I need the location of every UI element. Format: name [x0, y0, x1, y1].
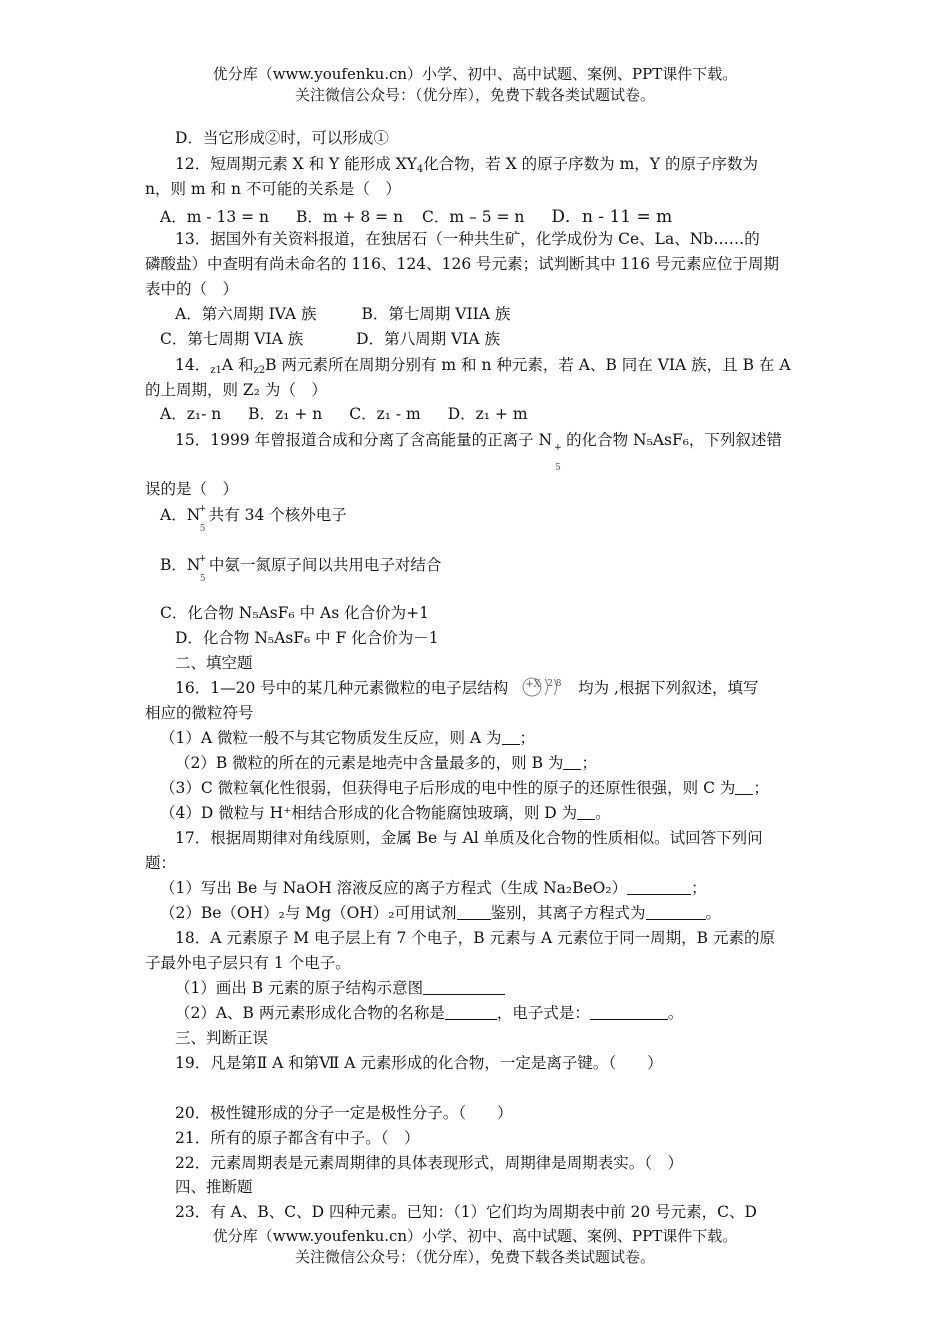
q12-stem-line-2: n，则 m 和 n 不可能的关系是（ ）	[145, 180, 401, 198]
q15-option-a: A．N + 5 共有 34 个核外电子	[160, 504, 347, 534]
q18-part-2: （2）A、B 两元素形成化合物的名称是 ，电子式是： 。	[175, 1004, 684, 1022]
answer-blank[interactable]	[577, 804, 595, 820]
q12-options	[160, 202, 672, 227]
q17-part-1: （1）写出 Be 与 NaOH 溶液反应的离子方程式（生成 Na₂BeO₂） ；	[160, 879, 707, 897]
q15-option-d: D．化合物 N₅AsF₆ 中 F 化合价为－1	[175, 629, 439, 647]
q13-option-c: C．第七周期 VIA 族	[160, 330, 304, 348]
q23: 23．有 A、B、C、D 四种元素。已知：（1）它们均为周期表中前 20 号元素，C、D	[175, 1203, 757, 1221]
header-line-2: 关注微信公众号：（优分库），免费下载各类试题试卷。	[294, 86, 655, 104]
q17-part-2: （2）Be（OH）₂与 Mg（OH）₂可用试剂 鉴别，其离子方程式为 。	[160, 904, 722, 922]
answer-blank[interactable]	[502, 729, 520, 745]
q13-option-b: B．第七周期 VIIA 族	[361, 305, 511, 323]
q22: 22．元素周期表是元素周期律的具体表现形式，周期律是周期表实。（ ）	[175, 1154, 683, 1172]
q13-options-cd	[160, 327, 500, 349]
section-4-heading: 四、推断题	[175, 1178, 253, 1196]
q11-option-d: D．当它形成②时，可以形成①	[175, 129, 389, 147]
q16-stem-line-2: 相应的微粒符号	[145, 704, 254, 722]
q13-stem-line-1: 13．据国外有关资料报道，在独居石（一种共生矿，化学成份为 Ce、La、Nb……的	[175, 230, 760, 248]
q12-option-c: C．m – 5 = n	[422, 208, 525, 226]
q12-option-d: D．n - 11 = m	[551, 207, 673, 227]
q21: 21．所有的原子都含有中子。（ ）	[175, 1129, 420, 1147]
n5-ion: N + 5	[186, 504, 207, 534]
q20: 20．极性键形成的分子一定是极性分子。（ ）	[175, 1104, 513, 1122]
q17-stem-line-1: 17．根据周期律对角线原则，金属 Be 与 Al 单质及化合物的性质相似。试回答下列问	[175, 829, 763, 847]
header-line-1: 优分库（www.youfenku.cn）小学、初中、高中试题、案例、PPT课件下载。	[212, 65, 738, 83]
q13-options-ab	[175, 302, 510, 324]
answer-blank[interactable]	[627, 879, 691, 895]
answer-blank[interactable]	[646, 904, 706, 920]
q13-stem-line-3: 表中的（ ）	[145, 280, 239, 298]
q17-stem-line-2: 题：	[145, 854, 177, 872]
q15-option-b: B．N + 5 中氨一氮原子间以共用电子对结合	[160, 554, 442, 584]
q13-option-d: D．第八周期 VIA 族	[356, 330, 500, 348]
answer-blank[interactable]	[735, 779, 753, 795]
q14-option-b: B．z₁ + n	[248, 405, 323, 423]
q14-option-a: A．z₁- n	[160, 405, 222, 423]
answer-blank[interactable]	[457, 904, 491, 920]
answer-blank[interactable]	[563, 754, 581, 770]
q12-option-b: B．m + 8 = n	[295, 208, 404, 226]
q16-part-2: （2）B 微粒的所在的元素是地壳中含量最多的，则 B 为 ；	[175, 754, 597, 772]
q18-stem-line-1: 18．A 元素原子 M 电子层上有 7 个电子，B 元素与 A 元素位于同一周期，B 元素的原	[175, 929, 775, 947]
page-footer	[0, 1226, 950, 1268]
q14-stem-line-1: 14．$_{z1}$A 和$_{z2}$B 两元素所在周期分别有 m 和 n 种元素，若 A、B 同在 VIA 族，且 B 在 A	[175, 356, 791, 376]
atom-structure-diagram: +X 2 8	[513, 678, 573, 696]
q16-part-3: （3）C 微粒氧化性很弱，但获得电子后形成的电中性的原子的还原性很强，则 C 为 ；	[160, 779, 769, 797]
q14-stem-line-2: 的上周期，则 Z₂ 为（ ）	[145, 381, 327, 399]
section-3-heading: 三、判断正误	[175, 1029, 269, 1047]
q14-option-c: C．z₁ - m	[349, 405, 421, 423]
q13-option-a: A．第六周期 IVA 族	[175, 305, 317, 323]
q16-part-1: （1）A 微粒一般不与其它物质发生反应，则 A 为 ；	[160, 729, 536, 747]
q18-stem-line-2: 子最外电子层只有 1 个电子。	[145, 954, 351, 972]
q16-stem-line-1: 16．1—20 号中的某几种元素微粒的电子层结构 +X 2 8 均为 ,根据下列叙述，填写	[175, 676, 758, 698]
q18-part-1: （1）画出 B 元素的原子结构示意图	[175, 976, 505, 998]
answer-blank[interactable]	[423, 979, 505, 995]
q15-stem-line-2: 误的是（ ）	[145, 480, 239, 498]
q19: 19．凡是第Ⅱ A 和第Ⅶ A 元素形成的化合物，一定是离子键。（ ）	[175, 1054, 663, 1072]
answer-blank[interactable]	[445, 1004, 497, 1020]
q12-option-a: A．m - 13 = n	[160, 208, 270, 226]
q15-stem-line-1: 15．1999 年曾报道合成和分离了含高能量的正离子 N + 5 的化合物 N₅AsF₆，下列叙述错	[175, 431, 782, 473]
answer-blank[interactable]	[590, 1004, 668, 1020]
q12-stem-line-1: 12．短周期元素 X 和 Y 能形成 $XY_4$化合物，若 X 的原子序数为 m，Y 的原子序数为	[175, 155, 758, 175]
q15-option-c: C．化合物 N₅AsF₆ 中 As 化合价为+1	[160, 604, 429, 622]
footer-line-1: 优分库（www.youfenku.cn）小学、初中、高中试题、案例、PPT课件下载。	[212, 1227, 738, 1245]
footer-line-2: 关注微信公众号：（优分库），免费下载各类试题试卷。	[294, 1248, 655, 1266]
q16-part-4: （4）D 微粒与 H⁺相结合形成的化合物能腐蚀玻璃，则 D 为 。	[160, 804, 611, 822]
q14-option-d: D．z₁ + m	[447, 405, 528, 423]
q13-stem-line-2: 磷酸盐）中查明有尚未命名的 116、124、126 号元素；试判断其中 116 号元素应位于周期	[145, 255, 780, 273]
section-2-heading: 二、填空题	[175, 654, 253, 672]
q14-options	[160, 402, 528, 424]
n5-ion: N + 5	[186, 554, 207, 584]
